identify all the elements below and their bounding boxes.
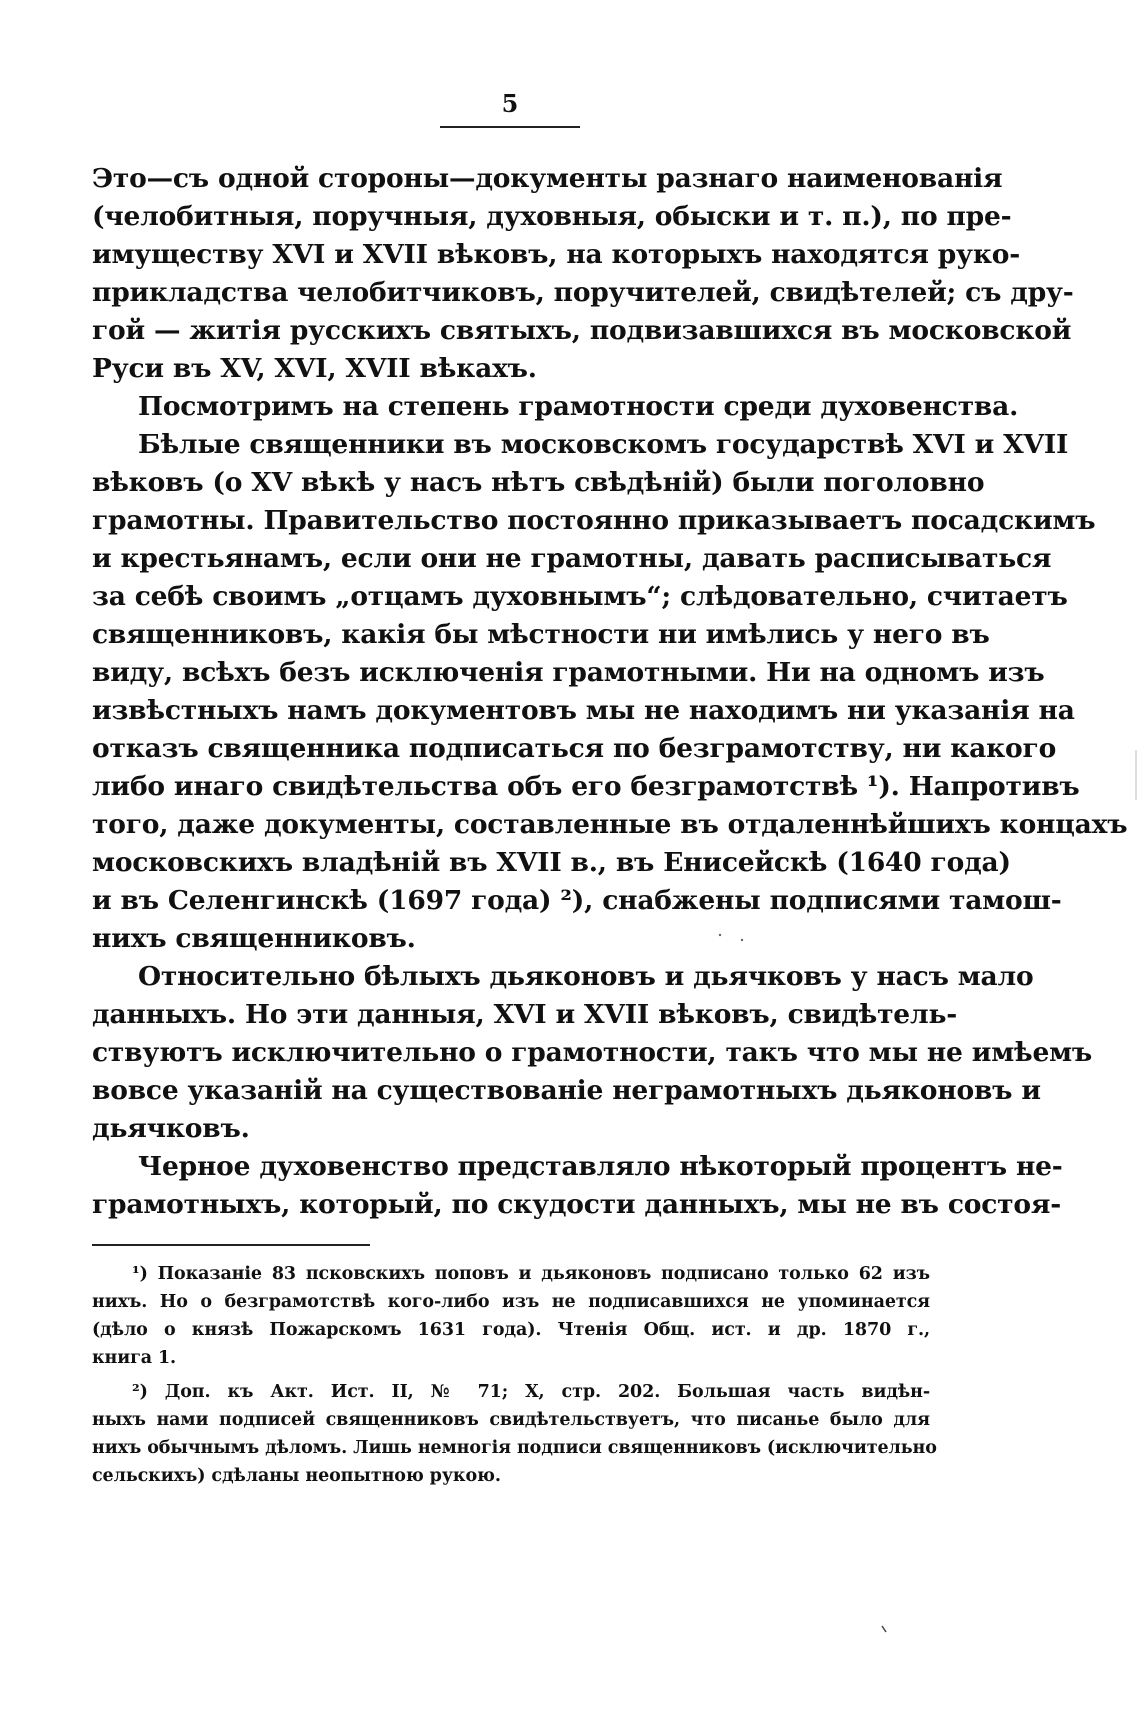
text-line: за себѣ своимъ „отцамъ духовнымъ“; слѣдовательно, считаетъ: [92, 581, 1068, 612]
paragraph: [92, 958, 1093, 1148]
text-line: и крестьянамъ, если они не грамотны, давать расписываться: [92, 543, 1052, 574]
paragraph: [92, 388, 1019, 426]
page-number-rule: [440, 126, 580, 128]
text-line: Бѣлые священники въ московскомъ государствѣ XVI и XVII: [138, 429, 1069, 460]
text-line: Относительно бѣлыхъ дьяконовъ и дьячковъ у насъ мало: [138, 961, 1034, 992]
paragraph: [92, 1148, 1063, 1224]
text-line: ствуютъ исключительно о грамотности, такъ что мы не имѣемъ: [92, 1037, 1093, 1068]
footnotes: [92, 1260, 937, 1496]
body-text: [92, 160, 1128, 1224]
text-line: Черное духовенство представляло нѣкоторый процентъ не-: [138, 1151, 1063, 1182]
footnote-line: ¹) Показаніе 83 псковскихъ поповъ и дьяконовъ подписано только 62 изъ: [132, 1264, 930, 1284]
text-line: отказъ священника подписаться по безграмотству, ни какого: [92, 733, 1057, 764]
text-line: данныхъ. Но эти данныя, XVI и XVII вѣковъ, свидѣтель-: [92, 999, 958, 1030]
text-line: Посмотримъ на степень грамотности среди духовенства.: [138, 391, 1019, 422]
scan-mark: [882, 1626, 886, 1632]
footnote: [92, 1260, 930, 1372]
text-line: Руси въ XV, XVI, XVII вѣкахъ.: [92, 353, 537, 384]
paragraph: [92, 160, 1074, 388]
footnote-line: сельскихъ) сдѣланы неопытною рукою.: [92, 1466, 501, 1486]
footnote-line: (дѣло о князѣ Пожарскомъ 1631 года). Чтенія Общ. ист. и др. 1870 г.,: [92, 1320, 930, 1340]
text-line: гой — житія русскихъ святыхъ, подвизавшихся въ московской: [92, 315, 1072, 346]
text-line: нихъ священниковъ.: [92, 923, 416, 954]
text-line: вовсе указаній на существованіе неграмотныхъ дьяконовъ и: [92, 1075, 1041, 1106]
footnote-line: нихъ. Но о безграмотствѣ кого-либо изъ не подписавшихся не упоминается: [92, 1292, 930, 1312]
text-line: московскихъ владѣній въ XVII в., въ Енисейскѣ (1640 года): [92, 847, 1011, 878]
text-line: дьячковъ.: [92, 1113, 250, 1144]
text-line: прикладства челобитчиковъ, поручителей, свидѣтелей; съ дру-: [92, 277, 1074, 308]
text-line: либо инаго свидѣтельства объ его безграмотствѣ ¹). Напротивъ: [92, 771, 1080, 802]
text-line: имуществу XVI и XVII вѣковъ, на которыхъ находятся руко-: [92, 239, 1021, 270]
text-line: Это—съ одной стороны—документы разнаго наименованія: [92, 163, 1003, 194]
text-line: виду, всѣхъ безъ исключенія грамотными. Ни на одномъ изъ: [92, 657, 1045, 688]
text-line: вѣковъ (о XV вѣкѣ у насъ нѣтъ свѣдѣній) были поголовно: [92, 467, 985, 498]
page-number: 5: [501, 89, 519, 118]
footnote-rule: [92, 1244, 370, 1246]
text-line: грамотны. Правительство постоянно приказываетъ посадскимъ: [92, 505, 1096, 536]
footnote: [92, 1378, 937, 1490]
paragraph: [92, 426, 1128, 958]
footnote-line: ²) Доп. къ Акт. Ист. II, № 71; X, стр. 202. Большая часть видѣн-: [132, 1382, 930, 1402]
footnote-line: книга 1.: [92, 1348, 177, 1368]
text-line: извѣстныхъ намъ документовъ мы не находимъ ни указанія на: [92, 695, 1075, 726]
text-line: (челобитныя, поручныя, духовныя, обыски и т. п.), по пре-: [92, 201, 1012, 232]
text-line: того, даже документы, составленные въ отдаленнѣйшихъ концахъ: [92, 809, 1128, 840]
text-line: грамотныхъ, который, по скудости данныхъ, мы не въ состоя-: [92, 1189, 1062, 1220]
text-line: и въ Селенгинскѣ (1697 года) ²), снабжены подписями тамош-: [92, 885, 1062, 916]
text-line: священниковъ, какія бы мѣстности ни имѣлись у него въ: [92, 619, 990, 650]
footnote-line: нихъ обычнымъ дѣломъ. Лишь немногія подписи священниковъ (исключительно: [92, 1438, 937, 1458]
footnote-line: ныхъ нами подписей священниковъ свидѣтельствуетъ, что писанье было для: [92, 1410, 930, 1430]
